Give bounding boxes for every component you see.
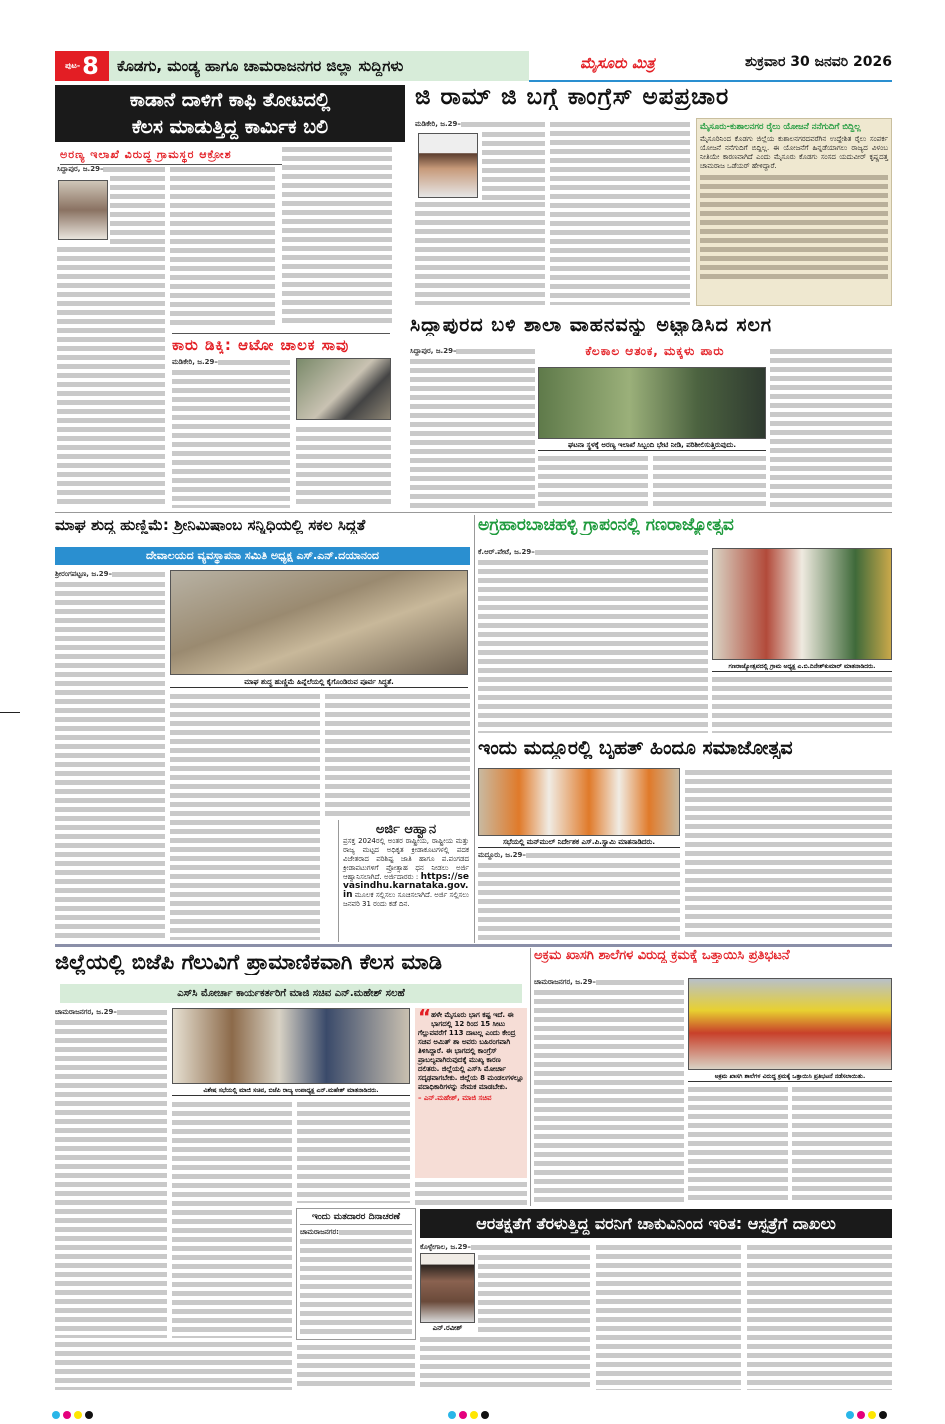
body-car-col2: [296, 425, 391, 508]
body-magha-col1a: ಶ್ರೀರಂಗಪಟ್ಟಣ, ಜ.29–: [55, 570, 165, 580]
body-bjp-col6: [55, 1340, 292, 1390]
body-school-col1: [410, 357, 535, 509]
body-hindu-col1a: ಮದ್ದೂರು, ಜ.29–: [478, 851, 680, 861]
body-schools-col1: [534, 988, 684, 1203]
photo-hindu-samajotsava: [478, 768, 680, 836]
body-elephant-col1b: [57, 245, 165, 505]
body-bjp-col3: [297, 1100, 410, 1203]
column-divider-2: [530, 948, 531, 1206]
body-schools-col1a: ಚಾಮರಾಜನಗರ, ಜ.29–: [534, 978, 684, 988]
subhead-magha: ದೇವಾಲಯದ ವ್ಯವಸ್ಥಾಪನಾ ಸಮಿತಿ ಅಧ್ಯಕ್ಷ ಎಸ್.ಎನ್.ದಯಾನಂದ: [146, 549, 379, 562]
headline-magha: ಮಾಘ ಶುದ್ಧ ಹುಣ್ಣಿಮೆ: ಶ್ರೀನಿಮಿಷಾಂಬ ಸನ್ನಿಧಿಯಲ್ಲಿ ಸಕಲ ಸಿದ್ಧತೆ: [55, 516, 366, 534]
page-number: 8: [82, 52, 99, 80]
caption-groom: ಎನ್.ರವೀಶ್: [432, 1324, 463, 1332]
body-railway: [700, 173, 888, 283]
body-elephant-col1a: ಸಿದ್ದಾಪುರ, ಜ.29–: [57, 165, 165, 174]
railway-box: [696, 118, 892, 306]
section-divider-1: [55, 512, 892, 513]
body-school-col1a: ಸಿದ್ದಾಪುರ, ಜ.29–: [410, 347, 535, 357]
subhead-bjp-bar: [60, 984, 522, 1003]
headline-gramji: ಜಿ ರಾಮ್ ಜಿ ಬಗ್ಗೆ ಕಾಂಗ್ರೆಸ್ ಅಪಪ್ರಚಾರ: [415, 84, 730, 110]
body-magha-col3: [325, 692, 470, 817]
body-hindu-col1: [478, 861, 680, 941]
registration-dots-right: [846, 1404, 890, 1423]
body-schools-col2: [688, 1085, 788, 1203]
section-title-band: [109, 51, 529, 81]
body-groom-col1a: ಕೊಳ್ಳೇಗಾಲ, ಜ.29–: [420, 1243, 590, 1253]
headline-car-accident: ಕಾರು ಡಿಕ್ಕಿ: ಆಟೋ ಚಾಲಕ ಸಾವು: [172, 333, 390, 354]
photo-protest: [688, 978, 892, 1070]
body-car-col1: [172, 368, 290, 508]
arji-body: ಪ್ರಸಕ್ತ 2024ರಲ್ಲಿ ಅಂತರ ರಾಷ್ಟ್ರೀಯ, ರಾಷ್ಟ್ರೀಯ ಮತ್ತು ರಾಜ್ಯ ಮಟ್ಟದ ಅಧಿಕೃತ ಕ್ರೀಡಾಕೂಟಗಳಲ್ಲಿ ಪದಕ ವಿಜೇತರಾದ ಪರಿಶಿಷ್ಟ ಜಾತಿ ಹಾಗೂ ಪ.ಪಂಗಡದ ಕ್ರೀಡಾಪಟುಗಳಿಗೆ ಪ್ರೋತ್ಸಾಹ ಧನ ನೀಡಲು ಅರ್ಜಿ ಆಹ್ವಾನಿಸಲಾಗಿದೆ. ಅರ್ಜಿದಾರರು :: [343, 837, 469, 881]
photo-speaker: [418, 133, 478, 198]
quote-author: – ಎನ್.ಮಹೇಶ್, ಮಾಜಿ ಸಚಿವ: [418, 1094, 492, 1102]
body-gramji-col1: [482, 130, 545, 200]
body-elephant-col3: [282, 145, 392, 325]
headline-elephant-line2: ಕೆಲಸ ಮಾಡುತ್ತಿದ್ದ ಕಾರ್ಮಿಕ ಬಲಿ: [131, 116, 329, 138]
headline-box-elephant: [55, 85, 405, 142]
body-car-col1a: ಮಡಿಕೇರಿ, ಜ.29–: [172, 358, 290, 368]
quote-mark-icon: “: [418, 1008, 432, 1029]
photo-school-van: [538, 367, 766, 439]
caption-magha: ಮಾಘ ಶುದ್ಧ ಹುಣ್ಣಿಮೆ ಹಿನ್ನೆಲೆಯಲ್ಲಿ ಕೈಗೊಂಡಿರುವ ಪೂರ್ವ ಸಿದ್ಧತೆ.: [170, 678, 468, 688]
photo-car-accident: [296, 358, 391, 420]
body-magha-col2: [170, 692, 320, 940]
section-divider-2: [55, 944, 892, 947]
body-gramji-col2: [550, 120, 690, 305]
arji-body-end: ಮೂಲಕ ಸಲ್ಲಿಸಲು ಸೂಚಿಸಲಾಗಿದೆ. ಅರ್ಜಿ ಸಲ್ಲಿಸಲು ಜನವರಿ 31 ರಂದು ಕಡೆ ದಿನ.: [343, 891, 469, 908]
body-school-col3: [653, 454, 766, 509]
headline-elephant-line1: ಕಾಡಾನೆ ದಾಳಿಗೆ ಕಾಫಿ ತೋಟದಲ್ಲಿ: [129, 89, 331, 111]
headline-republic-day: ಅಗ್ರಹಾರಬಾಚಹಳ್ಳಿ ಗ್ರಾಪಂನಲ್ಲಿ ಗಣರಾಜ್ಯೋತ್ಸವ: [478, 515, 734, 535]
body-bjp-col5: [297, 1343, 415, 1390]
photo-bjp-meeting: [172, 1008, 410, 1084]
headline-groom: ಆರತಕ್ಷತೆಗೆ ತೆರಳುತ್ತಿದ್ದ ವರನಿಗೆ ಚಾಕುವಿನಿಂದ ಇರಿತ: ಆಸ್ಪತ್ರೆಗೆ ದಾಖಲು: [476, 1214, 836, 1233]
body-bjp-col2: [172, 1100, 292, 1338]
header-rule: [529, 80, 892, 82]
body-magha-col1: [55, 580, 165, 940]
headline-bjp: ಜಿಲ್ಲೆಯಲ್ಲಿ ಬಿಜೆಪಿ ಗೆಲುವಿಗೆ ಪ್ರಾಮಾಣಿಕವಾಗಿ ಕೆಲಸ ಮಾಡಿ: [55, 950, 442, 974]
crop-mark: [0, 712, 20, 713]
quote-box-bjp: [415, 1008, 527, 1178]
registration-dots-center: [448, 1404, 492, 1423]
arji-box: [338, 820, 473, 942]
body-rday-col2: [712, 675, 892, 733]
body-rday-col1: [478, 558, 708, 733]
caption-school-van: ಘಟನಾ ಸ್ಥಳಕ್ಕೆ ಅರಣ್ಯ ಇಲಾಖೆ ಸಿಬ್ಬಂದಿ ಭೇಟಿ ನೀಡಿ, ಪರಿಶೀಲಿಸುತ್ತಿರುವುದು.: [538, 441, 766, 451]
subhead-school-van: ಕೆಲಕಾಲ ಆತಂಕ, ಮಕ್ಕಳು ಪಾರು: [585, 344, 725, 358]
body-school-col2: [538, 454, 648, 509]
headline-voters-day: ಇಂದು ಮತದಾರರ ದಿನಾಚರಣೆ: [300, 1212, 412, 1225]
masthead-logo: ಮೈಸೂರು ಮಿತ್ರ: [580, 54, 655, 72]
body-elephant-col2: [170, 165, 275, 325]
body-bjp-col4: [415, 1180, 527, 1205]
registration-dots-left: [52, 1404, 96, 1423]
section-title: ಕೊಡಗು, ಮಂಡ್ಯ ಹಾಗೂ ಚಾಮರಾಜನಗರ ಜಿಲ್ಲಾ ಸುದ್ದಿಗಳು: [117, 57, 404, 75]
photo-victim: [58, 180, 108, 240]
caption-republic-day: ಗಣರಾಜ್ಯೋತ್ಸವದಲ್ಲಿ ಗ್ರಾಮ ಅಧ್ಯಕ್ಷ ಎ.ಬಿ.ದಿನೇಶ್‌ಕುಮಾರ್ ಮಾತನಾಡಿದರು.: [712, 662, 892, 672]
subhead-bjp: ಎಸ್‌ಸಿ ಮೋರ್ಚಾ ಕಾರ್ಯಕರ್ತರಿಗೆ ಮಾಜಿ ಸಚಿವ ಎನ್.ಮಹೇಶ್ ಸಲಹೆ: [177, 988, 405, 999]
body-school-col4: [770, 347, 892, 509]
body-bjp-col1a: ಚಾಮರಾಜನಗರ, ಜ.29–: [55, 1008, 167, 1018]
body-hindu-col2: [685, 768, 892, 941]
body-rday-col1a: ಕೆ.ಆರ್.ಪೇಟೆ, ಜ.29–: [478, 548, 708, 558]
headline-railway: ಮೈಸೂರು-ಕುಶಾಲನಗರ ರೈಲು ಯೋಜನೆ ನನೆಗುದಿಗೆ ಬಿದ್ದಿಲ್ಲ: [700, 122, 861, 132]
photo-magha: [170, 570, 468, 675]
voters-day-box: [296, 1208, 416, 1340]
headline-private-schools: ಅಕ್ರಮ ಖಾಸಗಿ ಶಾಲೆಗಳ ವಿರುದ್ಧ ಕ್ರಮಕ್ಕೆ ಒತ್ತಾಯಿಸಿ ಪ್ರತಿಭಟನೆ: [534, 948, 790, 963]
body-bjp-col1: [55, 1018, 167, 1338]
subhead-magha-bar: [55, 547, 470, 565]
page-number-badge: [55, 51, 109, 81]
headline-hindu-samajotsava: ಇಂದು ಮದ್ದೂರಲ್ಲಿ ಬೃಹತ್ ಹಿಂದೂ ಸಮಾಜೋತ್ಸವ: [478, 737, 793, 759]
body-gramji-col1b: [415, 200, 545, 305]
headline-school-van: ಸಿದ್ದಾಪುರದ ಬಳಿ ಶಾಲಾ ವಾಹನವನ್ನು ಅಟ್ಟಾಡಿಸಿದ ಸಲಗ: [410, 314, 773, 336]
railway-lead: ಮೈಸೂರಿನಿಂದ ಕೊಡಗು ಜಿಲ್ಲೆಯ ಕುಶಾಲನಗರದವರೆಗಿನ ಉದ್ದೇಶಿತ ರೈಲು ಸಂಪರ್ಕ ಯೋಜನೆ ನನೆಗುದಿಗೆ ಬಿದ್ದಿಲ್ಲ. ಈ ಯೋಜನೆಗೆ ಹಿನ್ನಡೆಯಾಗಲು ರಾಜ್ಯದ ವಿಳಂಬ ನೀತಿಯೇ ಕಾರಣವಾಗಿದೆ ಎಂದು ಮೈಸೂರು ಕೊಡಗು ಸಂಸದ ಯದುವೀರ್ ಕೃಷ್ಣದತ್ತ ಚಾಮರಾಜ ಒಡೆಯರ್ ಹೇಳಿದ್ದಾರೆ.: [700, 135, 888, 170]
photo-groom: [420, 1253, 475, 1323]
subhead-elephant: ಅರಣ್ಯ ಇಲಾಖೆ ವಿರುದ್ಧ ಗ್ರಾಮಸ್ಥರ ಆಕ್ರೋಶ: [60, 148, 285, 165]
caption-private-schools: ಅಕ್ರಮ ಖಾಸಗಿ ಶಾಲೆಗಳ ವಿರುದ್ಧ ಕ್ರಮಕ್ಕೆ ಒತ್ತಾಯಿಸಿ ಪ್ರತಿಭಟನೆ ನಡೆಸಲಾಯಿತು.: [688, 1072, 892, 1082]
column-divider: [474, 515, 475, 943]
page-prefix: ಪುಟ-: [65, 61, 81, 70]
body-groom-col3: [747, 1243, 892, 1390]
body-groom-col1b: [420, 1335, 590, 1390]
arji-headline: ಅರ್ಜಿ ಆಹ್ವಾನ: [375, 822, 437, 837]
headline-box-groom: [420, 1209, 892, 1238]
body-elephant-col1: [110, 165, 165, 245]
issue-date: ಶುಕ್ರವಾರ 30 ಜನವರಿ 2026: [745, 54, 892, 70]
body-schools-col3: [792, 1085, 892, 1203]
body-groom-col2: [596, 1243, 741, 1390]
body-groom-col1: [478, 1253, 590, 1333]
arji-url[interactable]: https://sevasindhu.karnataka.gov.in: [343, 872, 470, 900]
caption-bjp: ವಿಶೇಷ ಸಭೆಯಲ್ಲಿ ಮಾಜಿ ಸಚಿವ, ಬಿಜೆಪಿ ರಾಜ್ಯ ಉಪಾಧ್ಯಕ್ಷ ಎನ್.ಮಹೇಶ್ ಮಾತನಾಡಿದರು.: [172, 1086, 410, 1096]
quote-text: ಹಳೇ ಮೈಸೂರು ಭಾಗ ಕಷ್ಟ ಇದೆ. ಈ ಭಾಗದಲ್ಲಿ 12 ರಿಂದ 15 ಸೀಟು ಗೆಲ್ಲುವವರೆಗೆ 113 ದಾಟಲ್ಲ ಎಂದು ಕೇಂದ್ರ ಸಚಿವ ಅಮಿತ್ ಶಾ ಅವರು ಬಹಿರಂಗವಾಗಿ ತಿಳಿಸಿದ್ದಾರೆ. ಈ ಭಾಗದಲ್ಲಿ ಕಾಂಗ್ರೆಸ್ ಪ್ರಾಬಲ್ಯವಾಗಿರುವುದಕ್ಕೆ ಮುಖ್ಯ ಕಾರಣ ದಲಿತರು. ಜಿಲ್ಲೆಯಲ್ಲಿ ಎಸ್‌ಸಿ ಮೋರ್ಚಾ ಸದೃಢವಾಗಬೇಕು. ಜಿಲ್ಲೆಯ 8 ಮಂಡಲಗಳಲ್ಲೂ ಪದಾಧಿಕಾರಿಗಳನ್ನು ನೇಮಕ ಮಾಡಬೇಕು.: [418, 1011, 524, 1091]
body-voters-day: ಚಾಮರಾಜನಗರ:: [300, 1228, 412, 1338]
photo-republic-day: [712, 548, 892, 660]
body-gramji-col1a: ಮಡಿಕೇರಿ, ಜ.29–: [415, 120, 545, 130]
caption-hindu-samajotsava: ಸಭೆಯಲ್ಲಿ ಮನ್‌ಮುಲ್ ನಿರ್ದೇಶಕ ಎಸ್.ಪಿ.ಸ್ವಾಮಿ ಮಾತನಾಡಿದರು.: [478, 838, 680, 848]
